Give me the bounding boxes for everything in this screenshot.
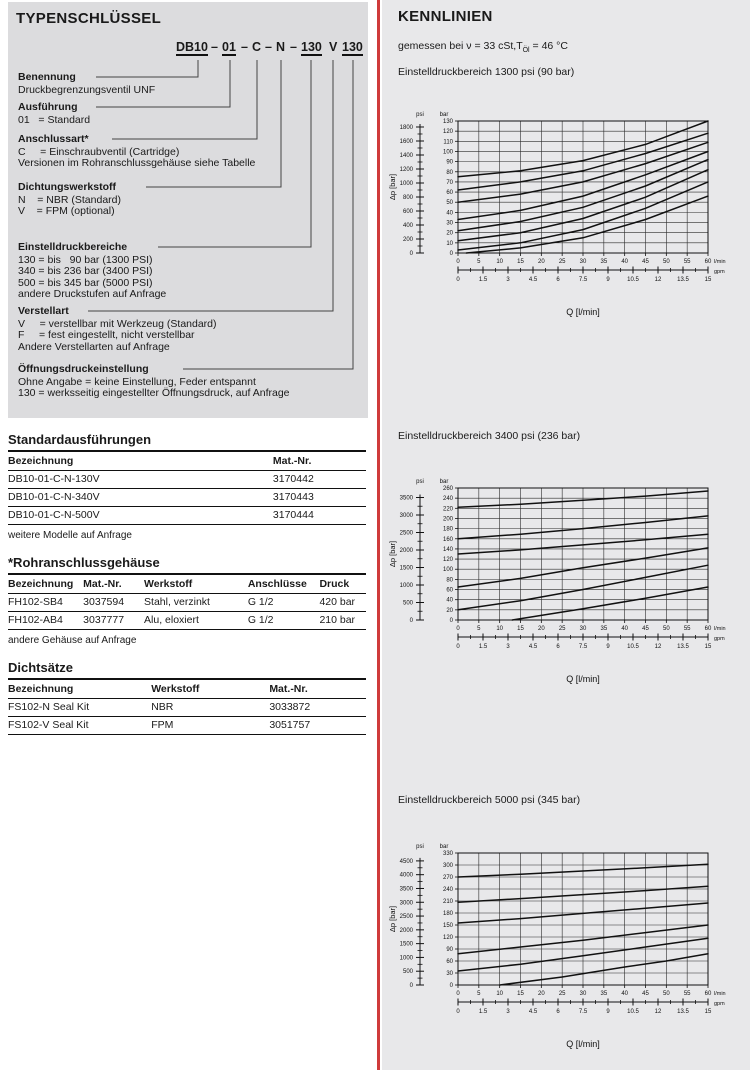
lmin-tick-label: 15: [517, 626, 524, 632]
lmin-tick-label: 60: [704, 991, 712, 997]
gpm-tick-label: 10.5: [627, 277, 639, 283]
code-section-line: andere Druckstufen auf Anfrage: [18, 288, 167, 300]
typenschluessel-panel: [8, 2, 368, 418]
lmin-unit-label: l/min: [714, 991, 726, 997]
lmin-tick-label: 0: [456, 991, 460, 997]
ordering-code-segment: N: [276, 40, 286, 54]
gpm-tick-label: 10.5: [627, 644, 639, 650]
tables-area: [8, 432, 366, 749]
gpm-tick-label: 12: [654, 277, 662, 283]
bar-tick-label: 20: [446, 230, 453, 237]
bar-tick-label: 90: [446, 159, 453, 166]
ordering-code-segment: 130: [301, 40, 322, 54]
gpm-tick-label: 7.5: [578, 1009, 588, 1015]
table-cell: 3051757: [269, 717, 366, 735]
bar-tick-label: 30: [446, 971, 453, 977]
table-row: [8, 612, 366, 630]
bar-unit-label: bar: [439, 479, 449, 485]
code-section: [18, 102, 90, 126]
gpm-tick-label: 4.5: [528, 644, 538, 650]
bar-tick-label: 120: [442, 129, 453, 136]
ordering-code-segment: –: [290, 40, 297, 54]
pressure-flow-chart: [386, 474, 731, 688]
code-section: [18, 242, 166, 301]
gpm-tick-label: 15: [704, 1009, 712, 1015]
psi-tick-label: 3500: [399, 495, 413, 502]
data-table: [8, 660, 366, 735]
bar-tick-label: 90: [446, 947, 453, 953]
lmin-tick-label: 30: [579, 626, 587, 632]
psi-tick-label: 1000: [399, 582, 413, 589]
psi-tick-label: 2500: [399, 530, 413, 537]
ordering-code-segment: V: [329, 40, 338, 54]
lmin-tick-label: 30: [579, 259, 587, 265]
bar-tick-label: 120: [442, 557, 453, 564]
table-cell: FS102-N Seal Kit: [8, 699, 151, 717]
bar-tick-label: 60: [446, 190, 453, 197]
psi-tick-label: 3500: [399, 886, 413, 893]
gpm-tick-label: 9: [606, 1009, 610, 1015]
table-cell: 3037777: [83, 612, 144, 630]
table-row: [8, 717, 366, 735]
table-header-cell: Druck: [319, 575, 366, 594]
table-cell: DB10-01-C-N-130V: [8, 471, 273, 489]
lmin-tick-label: 60: [704, 626, 712, 632]
data-table: [8, 555, 366, 646]
table-cell: FH102-AB4: [8, 612, 83, 630]
table-cell: 3170443: [273, 489, 366, 507]
bar-tick-label: 270: [442, 875, 453, 881]
chart-heading-1300psi: Einstelldruckbereich 1300 psi (90 bar): [398, 66, 575, 78]
code-section-line: 130 = bis 90 bar (1300 PSI): [18, 253, 153, 266]
table-header-cell: Bezeichnung: [8, 452, 273, 471]
gpm-tick-label: 13.5: [677, 1009, 689, 1015]
table-row: [8, 471, 366, 489]
gpm-tick-label: 1.5: [478, 644, 488, 650]
bar-tick-label: 140: [442, 546, 453, 553]
table-body: [8, 699, 366, 735]
x-axis-title: Q [l/min]: [566, 1039, 600, 1049]
gpm-tick-label: 7.5: [578, 644, 588, 650]
table-header-cell: Mat.-Nr.: [83, 575, 144, 594]
psi-tick-label: 1600: [399, 138, 413, 145]
bar-tick-label: 240: [442, 496, 453, 503]
gpm-tick-label: 1.5: [478, 1009, 488, 1015]
bar-tick-label: 80: [446, 169, 453, 176]
psi-unit-label: psi: [416, 844, 424, 850]
psi-tick-label: 1500: [399, 941, 413, 948]
bar-tick-label: 220: [442, 506, 453, 513]
measurement-prefix: gemessen bei ν = 33 cSt,T: [398, 40, 523, 52]
code-section-line: F = fest eingestellt, nicht verstellbar: [18, 329, 195, 341]
psi-tick-label: 1400: [399, 152, 413, 159]
psi-tick-label: 3000: [399, 900, 413, 907]
lmin-tick-label: 25: [558, 626, 566, 632]
bar-tick-label: 160: [442, 536, 453, 543]
y-axis-title: Δp [bar]: [388, 540, 397, 568]
gpm-tick-label: 13.5: [677, 644, 689, 650]
lmin-tick-label: 60: [704, 259, 712, 265]
table-title: Standardausführungen: [8, 432, 366, 452]
code-section-line: Andere Verstellarten auf Anfrage: [18, 340, 170, 353]
ordering-code-segment: –: [241, 40, 248, 54]
lmin-tick-label: 50: [662, 259, 670, 265]
lmin-tick-label: 40: [621, 259, 629, 265]
gpm-tick-label: 4.5: [528, 277, 538, 283]
code-section-line: C = Einschraubventil (Cartridge): [18, 145, 180, 158]
code-section-heading: Ausführung: [18, 101, 78, 113]
bar-tick-label: 40: [446, 597, 453, 604]
code-section: [18, 306, 217, 353]
code-section-line: N = NBR (Standard): [18, 193, 121, 206]
table-footer-note: andere Gehäuse auf Anfrage: [8, 635, 137, 646]
bar-tick-label: 330: [442, 851, 453, 857]
left-section-title: TYPENSCHLÜSSEL: [16, 10, 162, 27]
chart-heading-3400psi: Einstelldruckbereich 3400 psi (236 bar): [398, 430, 581, 442]
bar-tick-label: 60: [446, 587, 453, 594]
gpm-tick-label: 7.5: [578, 277, 588, 283]
ordering-code-segment: –: [211, 40, 218, 54]
psi-tick-label: 3000: [399, 512, 413, 519]
bar-tick-label: 110: [443, 139, 453, 146]
code-section: [18, 182, 121, 218]
gpm-tick-label: 6: [556, 644, 560, 650]
lmin-tick-label: 55: [683, 259, 691, 265]
gpm-tick-label: 4.5: [528, 1009, 538, 1015]
lmin-tick-label: 50: [662, 626, 670, 632]
lmin-tick-label: 10: [496, 259, 504, 265]
code-section: [18, 134, 255, 170]
gpm-tick-label: 1.5: [478, 277, 488, 283]
psi-tick-label: 400: [402, 222, 413, 229]
lmin-tick-label: 0: [456, 259, 460, 265]
gpm-tick-label: 3: [506, 277, 510, 283]
psi-unit-label: psi: [416, 112, 424, 118]
bar-unit-label: bar: [439, 844, 449, 850]
lmin-tick-label: 20: [537, 259, 545, 265]
table-cell: Alu, eloxiert: [144, 612, 248, 630]
lmin-tick-label: 0: [456, 626, 460, 632]
psi-unit-label: psi: [416, 479, 424, 485]
lmin-tick-label: 35: [600, 626, 608, 632]
chart-3400psi: [386, 474, 736, 688]
psi-tick-label: 500: [402, 600, 413, 607]
lmin-tick-label: 15: [517, 991, 524, 997]
right-section-title: KENNLINIEN: [398, 8, 493, 25]
measurement-conditions: [398, 40, 568, 54]
lmin-tick-label: 5: [477, 626, 481, 632]
lmin-tick-label: 10: [496, 991, 504, 997]
measurement-suffix: = 46 °C: [529, 40, 568, 52]
bar-tick-label: 100: [442, 149, 453, 156]
table-cell: Stahl, verzinkt: [144, 594, 248, 612]
lmin-tick-label: 30: [579, 991, 587, 997]
table-cell: 3033872: [269, 699, 366, 717]
lmin-tick-label: 20: [537, 626, 545, 632]
psi-tick-label: 1800: [399, 124, 413, 131]
psi-tick-label: 4000: [399, 872, 413, 879]
ordering-code-segment: 130: [342, 40, 363, 54]
table-title: Dichtsätze: [8, 660, 366, 680]
gpm-unit-label: gpm: [714, 1001, 725, 1007]
table-cell: FPM: [151, 717, 269, 735]
gpm-tick-label: 9: [606, 277, 610, 283]
lmin-tick-label: 55: [683, 991, 691, 997]
table-cell: 3170444: [273, 507, 366, 525]
bar-tick-label: 20: [446, 607, 453, 614]
lmin-tick-label: 5: [477, 259, 481, 265]
code-section-heading: Dichtungswerkstoff: [18, 181, 117, 193]
bar-tick-label: 40: [446, 210, 453, 217]
lmin-tick-label: 5: [477, 991, 481, 997]
bar-tick-label: 10: [446, 240, 453, 247]
code-section-line: Ohne Angabe = keine Einstellung, Feder entspannt: [18, 375, 256, 388]
bar-tick-label: 80: [446, 577, 453, 584]
psi-tick-label: 2500: [399, 914, 413, 921]
bar-tick-label: 0: [449, 618, 453, 624]
table-header-cell: Bezeichnung: [8, 575, 83, 594]
bar-tick-label: 50: [446, 200, 453, 207]
code-section: [18, 72, 155, 96]
bar-tick-label: 130: [442, 119, 453, 125]
gpm-tick-label: 12: [654, 1009, 662, 1015]
chart-5000psi: [386, 839, 736, 1053]
lmin-tick-label: 15: [517, 259, 524, 265]
psi-tick-label: 2000: [399, 927, 413, 934]
lmin-tick-label: 45: [642, 991, 649, 997]
code-section-line: Versionen im Rohranschlussgehäuse siehe Tabelle: [18, 157, 256, 169]
gpm-tick-label: 0: [456, 277, 460, 283]
table-row: [8, 594, 366, 612]
table-header-cell: Bezeichnung: [8, 680, 151, 699]
measurement-subscript: Öl: [522, 47, 530, 55]
column-divider: [377, 0, 380, 1070]
y-axis-title: Δp [bar]: [388, 173, 397, 201]
bar-tick-label: 120: [442, 935, 453, 941]
bar-tick-label: 100: [442, 567, 453, 574]
gpm-tick-label: 0: [456, 1009, 460, 1015]
gpm-tick-label: 13.5: [677, 277, 689, 283]
code-section-heading: Öffnungsdruckeinstellung: [18, 363, 149, 375]
bar-tick-label: 260: [442, 486, 453, 492]
psi-tick-label: 1500: [399, 565, 413, 572]
table-cell: 3037594: [83, 594, 144, 612]
ordering-code-segment: –: [265, 40, 272, 54]
gpm-tick-label: 6: [556, 1009, 560, 1015]
table-cell: G 1/2: [248, 612, 320, 630]
bar-tick-label: 180: [442, 911, 453, 917]
bar-tick-label: 210: [442, 899, 453, 905]
gpm-tick-label: 6: [556, 277, 560, 283]
ordering-code-segment: 01: [222, 40, 236, 54]
bar-tick-label: 240: [442, 887, 453, 893]
pressure-flow-chart: [386, 839, 731, 1053]
data-table: [8, 432, 366, 541]
code-section-heading: Benennung: [18, 71, 76, 83]
bar-tick-label: 0: [449, 983, 453, 989]
lmin-tick-label: 40: [621, 991, 629, 997]
gpm-tick-label: 0: [456, 644, 460, 650]
table-head: [8, 575, 366, 594]
gpm-tick-label: 10.5: [627, 1009, 639, 1015]
lmin-tick-label: 20: [537, 991, 545, 997]
table-row: [8, 507, 366, 525]
table-cell: FS102-V Seal Kit: [8, 717, 151, 735]
gpm-tick-label: 3: [506, 1009, 510, 1015]
table: [8, 575, 366, 630]
table-title: *Rohranschlussgehäuse: [8, 555, 366, 575]
x-axis-title: Q [l/min]: [566, 674, 600, 684]
table: [8, 680, 366, 735]
table: [8, 452, 366, 525]
lmin-tick-label: 25: [558, 259, 566, 265]
code-section-heading: Einstelldruckbereiche: [18, 241, 128, 253]
code-section: [18, 364, 290, 400]
table-cell: 3170442: [273, 471, 366, 489]
table-header-cell: Werkstoff: [144, 575, 248, 594]
bar-tick-label: 300: [442, 863, 453, 869]
psi-tick-label: 500: [402, 969, 413, 976]
table-cell: DB10-01-C-N-340V: [8, 489, 273, 507]
chart-heading-5000psi: Einstelldruckbereich 5000 psi (345 bar): [398, 794, 581, 806]
table-body: [8, 594, 366, 630]
gpm-unit-label: gpm: [714, 636, 725, 642]
code-section-line: 500 = bis 345 bar (5000 PSI): [18, 276, 153, 289]
bar-tick-label: 180: [442, 526, 453, 533]
table-cell: 210 bar: [319, 612, 366, 630]
table-cell: DB10-01-C-N-500V: [8, 507, 273, 525]
gpm-tick-label: 15: [704, 277, 712, 283]
psi-tick-label: 800: [402, 194, 413, 201]
pressure-flow-chart: [386, 107, 731, 321]
table-head: [8, 452, 366, 471]
gpm-unit-label: gpm: [714, 269, 725, 275]
table-row: [8, 489, 366, 507]
psi-tick-label: 0: [409, 983, 413, 989]
code-section-line: 340 = bis 236 bar (3400 PSI): [18, 265, 153, 277]
code-section-line: V = FPM (optional): [18, 205, 115, 217]
lmin-tick-label: 40: [621, 626, 629, 632]
bar-tick-label: 70: [446, 179, 453, 186]
psi-tick-label: 200: [402, 236, 413, 243]
table-body: [8, 471, 366, 525]
table-header-cell: Werkstoff: [151, 680, 269, 699]
psi-tick-label: 2000: [399, 547, 413, 554]
table-header-cell: Mat.-Nr.: [269, 680, 366, 699]
ordering-code-segment: C: [252, 40, 262, 54]
chart-1300psi: [386, 107, 736, 321]
gpm-tick-label: 3: [506, 644, 510, 650]
lmin-tick-label: 45: [642, 259, 649, 265]
code-section-heading: Verstellart: [18, 305, 69, 317]
lmin-unit-label: l/min: [714, 626, 726, 632]
table-header-row: [8, 575, 366, 594]
table-header-row: [8, 452, 366, 471]
code-section-heading: Anschlussart*: [18, 133, 89, 145]
table-cell: NBR: [151, 699, 269, 717]
table-header-row: [8, 680, 366, 699]
left-column: [0, 0, 368, 1070]
psi-tick-label: 0: [409, 618, 413, 624]
lmin-tick-label: 50: [662, 991, 670, 997]
lmin-tick-label: 10: [496, 626, 504, 632]
bar-tick-label: 200: [442, 516, 453, 523]
gpm-tick-label: 12: [654, 644, 662, 650]
gpm-tick-label: 15: [704, 644, 712, 650]
psi-tick-label: 1000: [399, 180, 413, 187]
table-cell: G 1/2: [248, 594, 320, 612]
table-cell: 420 bar: [319, 594, 366, 612]
code-section-line: 01 = Standard: [18, 113, 91, 126]
psi-tick-label: 0: [409, 251, 413, 257]
table-row: [8, 699, 366, 717]
code-section-line: 130 = werksseitig eingestellter Öffnungsdruck, auf Anfrage: [18, 387, 290, 399]
lmin-tick-label: 25: [558, 991, 566, 997]
table-footer-note: weitere Modelle auf Anfrage: [8, 530, 132, 541]
gpm-tick-label: 9: [606, 644, 610, 650]
code-section-line: Druckbegrenzungsventil UNF: [18, 83, 156, 96]
bar-unit-label: bar: [439, 112, 449, 118]
ordering-code-segment: DB10: [176, 40, 208, 54]
lmin-tick-label: 35: [600, 991, 608, 997]
y-axis-title: Δp [bar]: [388, 905, 397, 933]
x-axis-title: Q [l/min]: [566, 307, 600, 317]
lmin-unit-label: l/min: [714, 259, 726, 265]
lmin-tick-label: 35: [600, 259, 608, 265]
table-header-cell: Anschlüsse: [248, 575, 320, 594]
kennlinien-panel: [382, 0, 750, 1070]
table-header-cell: Mat.-Nr.: [273, 452, 366, 471]
table-head: [8, 680, 366, 699]
bar-tick-label: 30: [446, 220, 453, 227]
lmin-tick-label: 55: [683, 626, 691, 632]
bar-tick-label: 0: [449, 251, 453, 257]
lmin-tick-label: 45: [642, 626, 649, 632]
psi-tick-label: 1000: [399, 955, 413, 962]
bar-tick-label: 150: [442, 923, 453, 929]
table-cell: FH102-SB4: [8, 594, 83, 612]
psi-tick-label: 1200: [399, 166, 413, 173]
psi-tick-label: 600: [402, 208, 413, 215]
bar-tick-label: 60: [446, 959, 453, 965]
code-section-line: V = verstellbar mit Werkzeug (Standard): [18, 317, 217, 330]
psi-tick-label: 4500: [399, 858, 413, 865]
